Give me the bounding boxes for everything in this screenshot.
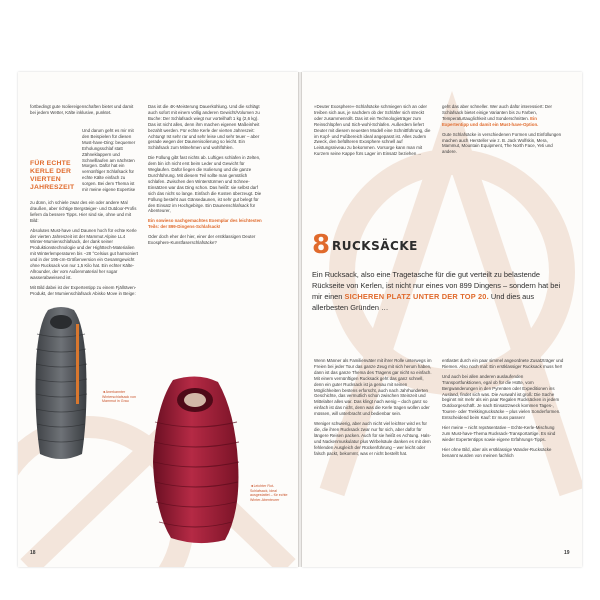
left-col2-text <box>148 104 263 372</box>
red-bag-caption: ◄Leichter Rot-Schlafsack, ideal ausgestattet – für echte Winter-Abenteurer <box>250 484 288 502</box>
right-col2-text-lower <box>442 358 564 550</box>
page-number-left: 18 <box>30 550 36 556</box>
left-page <box>18 72 298 567</box>
caption-arrow-icon: ◄ <box>250 484 254 488</box>
section-title: RUCKSÄCKE <box>332 239 418 253</box>
paragraph: zu dünn, ich schiele zwar des ein oder andere Mal draußen, aber richtige Bergsteiger- und Outdoor-Profis liefern da bessere Tipps. Hier sind sie, ohne und mit Bild: <box>30 200 137 223</box>
right-col2-text-top <box>442 104 562 224</box>
right-col1-text-lower <box>314 358 432 550</box>
paragraph: entlastet durch ein paar simmel angeordnete Zusatzträger und Riemen. Also noch mal: Ein erstklassiger Rucksack muss her! <box>442 358 564 369</box>
section-number: 8 <box>312 230 331 260</box>
left-col1-wrapped-text <box>82 128 140 197</box>
paragraph: Und darum geht es mir mit den Beispielen für diesen Must-have-Ding: bequemer Erholungsschlaf statt Zähneklappern und Schnelllaufen am nächsten Morgen. Dafür hat ein vernünftiger Schlafsack für echte Kälte einfach zu sorgen. Bei dem Thema ist mir meine eigene Expertise <box>82 128 136 193</box>
section-intro: Ein Rucksack, also eine Tragetasche für die gut verteilt zu belastende Rückseite von Kerlen, ist nicht nur eines von 899 Dingens – sondern hat bei mir einen SICHEREN PLATZ UNTER DER TOP 20. Und dies aus allerbesten Gründen … <box>312 270 561 312</box>
paragraph: Weniger schwierig, aber auch nicht viel leichter wird es für die, die ihren Rucksack zwar nur für sich, aber dafür für längere Reisen packen. Auch für sie heißt es Achtung. Hals- und Nackenmuskulatur plus Wirbelsäule danken es mit dem fehlenden Ausgleich der Rückenführung – wer leicht oder falsch packt, bekommt, was er nicht bestellt hat. <box>314 421 431 456</box>
left-col1-text-mid <box>30 200 140 301</box>
highlight-text: Ein sowieso nachgemachtes Exemplar des leichtesten Teils: der 899-Dingens-Schlafsack! <box>148 218 262 230</box>
right-page <box>302 72 582 567</box>
paragraph: Absolutes Must-have und Daunen hoch für echte Kerle der vierten Jahreszeit ist der Mammut Alpine LL4 Winter-Mumienschlafsack, der dank seiner Produktionstechnologie und der Highttech-Materialien mit Winterlemperaturen bis −28 °Celsius gut harmoniert und in der 195-cm-Größenversion ein Gesamtgewicht ohne Rucksack von nur 1,5 Kilo hat. Ein echter Kälte-Allrounder, der vom Außenmaterial her sogar wasserabweisend ist. <box>30 227 139 280</box>
paragraph: fortbedingt gute Isoliereigenschaften bietet und damit bei jedem Wetter, Kälte inklusive, punktet. <box>30 104 134 115</box>
highlight-text: Ein Expertentipp und damit ein Must-have-Option. <box>442 115 539 127</box>
paragraph: Die Füllung gibt fast nichts ab. Luftiges schlafen in Zelten, dem bin ich nicht erst beim Leder und Gewicht für Weglaufen. Dafür liegen die Isolierung und die ganze Durchführung. Mit diesem Teil sollte man gemütlich schlafen. Zwischen den Winterstürmen und Schnee-Einsätzen war das Ding schon. Das heißt: sie selbst darf sich das nicht so lange. Einfach die Kosten überzeugt. Die Füllung besteht aus Gänsedaunen, ist sehr gut belegt für den Einsatz im Hochgebirge. Ein Daunenschlafsack für Abenteurer, <box>148 155 262 214</box>
paragraph: geht das aber schneller. Wer auch dafür interessiert: Der Schlafsack bietet einige Varianten bis zu Farben, Temperaturtauglichkeit und Sonderschnitten. Ein Expertentipp und damit ein Must-have-Option. <box>442 104 552 127</box>
paragraph: Oder doch eher der hier, einer der erstklassigen Deuter Exosphere-Kunstfaserschlafsäcke? <box>148 234 256 246</box>
page-number-right: 19 <box>564 550 570 556</box>
grey-bag-caption: ◄Anerkannter Winterschlafsack von Mammut in Grau <box>102 390 136 404</box>
red-sleeping-bag-image <box>143 372 248 547</box>
paragraph: »Deuter Exosphere«-Schlafsäcke schmiegen sich an oder treiben sich aus, je nachdem ob der Schläfer sich streckt oder zusammenrollt. Das ist ein Technologieträger zum Reinschlüpfen und Sich-wohl-Schlafen. Außerdem liefert Deuter mit diesem neuesten Modell eine Schnittführung, die im Kopf- und Fußbereich ideal angepasst ist. Alles zudem Zweck, den befüllteren Exosphere schnell auf Leistungsniveau zu bekommen. Vorsorge kann man mit Kurzem seine Kappe fürs Lager im Einsatz beziehen ... <box>314 104 431 157</box>
side-heading: FÜR ECHTE KERLE DER VIERTEN JAHRESZEIT <box>30 160 75 191</box>
paragraph: Wenn Männer als Familienväter mit ihrer Rolle unterwegs im Freien bei jeder Tour das ganze Zeug mit sich herum haben, dann ist das ganze Thema des Tragens gar nicht so einfach. Mit einem vernünftigen Rucksack geht das ganz schnell, denn ein guter Rucksack ist ja genau mit seinen Möglichkeiten bestens erforscht, auch nach Jahrhunderten Geschichte, das vermutlich schon zwischen Steinzeit und Mittelalter alles war. Das klingt nach wenig – doch ganz so einfach ist das nicht, denn was die Kerle tragen wollen oder müssen, will unterbracht und bedienbar sein. <box>314 358 432 417</box>
grey-sleeping-bag-image <box>26 304 96 469</box>
caption-arrow-icon: ◄ <box>102 390 106 394</box>
paragraph: Das ist die 4K-Meisterung Dauerkühlung. Und die schlägt auch sofort mit einem völlig anderen Gewicht/Volumen zu Buche: Der Schlafsack wiegt nur vorteilhaft 1 kg (2,6 kg). Das ist nicht alles, denn ihm machen eigenen Maßeinheit bezahlt werden. Für echte Kerle der vierten Jahreszeit: Achtung! Ist sehr rar und sehr leise und sehr teuer – aber gerade wegen der Daunenisolierung so leicht. Ein Schlafsack zum Mitnehmen und wohlfühlen. <box>148 104 260 151</box>
intro-highlight: SICHEREN PLATZ UNTER DER TOP 20. <box>344 292 489 301</box>
paragraph: Gute Schlafsäcke in verschiedenen Formen und Einfüllungen machen auch Hersteller wie z. B. Jack Wolfskin, Mera, Mammut, Mountain Equipment, The North Face, Yeti und andere. <box>442 131 562 155</box>
paragraph: Mit Bild dabei ist der Expertentipp zu einem Fjällräven-Produkt, der Mumienschlafsack Abisko Move in Beige: <box>30 284 137 296</box>
left-col1-text-top <box>30 104 140 120</box>
paragraph: Hier meine – nicht repräsentative – Echte-Kerle-Mischung zum Must-have-Thema Rucksack-Transportartige. Es sind wieder Expertentipps sowie eigene Erfahrungs-Tipps. <box>442 425 556 442</box>
right-col1-text-top <box>314 104 434 224</box>
paragraph: Und auch bei allen anderen auslaufenden Transportfunktionen, egal ob für die Hütte, vom Bergwanderungen in den Pyrenäen oder Expeditionen ins Ausland, findet sich was. Die Auswahl ist groß: Die Sache beginnt mit mehr als ein paar Regalen Rucksäcken in jedem Outdoorgeschäft. Je nach Einsatzzweck kommen Tages-, Touren- oder Trekkingrucksäcke – plus vielen Sonderformen. Entscheidend beim Kauf: Er muss passen! <box>442 373 561 421</box>
paragraph: Hier ohne Bild, aber als erstklassige Wander-Rucksäcke benannt wurden von meinen fachlich <box>442 446 552 458</box>
